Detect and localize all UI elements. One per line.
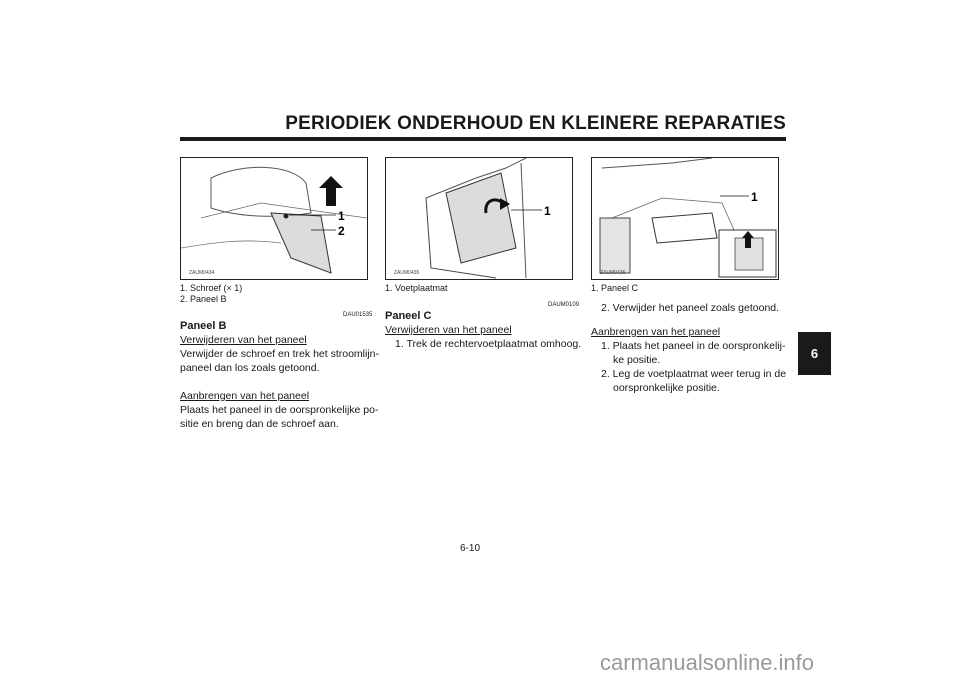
caption: 1. Schroef (× 1) — [180, 283, 243, 293]
figure-3-captions — [591, 283, 638, 294]
subsection-title: Aanbrengen van het paneel — [591, 326, 721, 338]
step-item: 1. Plaats het paneel in de oorspronkelij-ke positie. — [601, 340, 786, 366]
column-2 — [385, 309, 585, 351]
image-code: ZAUM0436 — [600, 270, 626, 276]
callout-1: 1 — [544, 204, 551, 218]
callout-1: 1 — [751, 190, 758, 204]
figure-panel-b — [180, 157, 368, 280]
title-rule — [180, 137, 786, 141]
panel-b-illustration — [181, 158, 367, 279]
figure-voetplaatmat — [385, 157, 573, 280]
section-heading: Paneel B — [180, 320, 227, 332]
column-3 — [591, 301, 791, 395]
caption: 1. Paneel C — [591, 283, 639, 293]
figure-panel-c — [591, 157, 779, 280]
page-number: 6-10 — [460, 543, 481, 554]
subsection-title: Verwijderen van het paneel — [180, 334, 307, 346]
caption: 2. Paneel B — [180, 294, 227, 304]
subsection-title: Aanbrengen van het paneel — [180, 390, 310, 402]
caption: 1. Voetplaatmat — [385, 283, 448, 293]
watermark: carmanualsonline.info — [600, 650, 815, 675]
callout-2: 2 — [338, 224, 345, 238]
step-item: 2. Verwijder het paneel zoals getoond. — [601, 302, 780, 314]
reference-code: DAUM0109 — [548, 302, 580, 308]
footmat-illustration — [386, 158, 572, 279]
column-1 — [180, 319, 380, 431]
image-code: ZAUM0434 — [189, 270, 215, 276]
subsection-title: Verwijderen van het paneel — [385, 324, 512, 336]
page-title: PERIODIEK ONDERHOUD EN KLEINERE REPARATIES — [285, 113, 786, 134]
section-heading: Paneel C — [385, 310, 432, 322]
figure-2-captions — [385, 283, 448, 294]
panel-c-illustration — [592, 158, 778, 279]
paragraph: Plaats het paneel in de oorspronkelijke po-sitie en breng dan de schroef aan. — [180, 404, 379, 430]
figure-1-captions — [180, 283, 242, 305]
image-code: ZAUM0435 — [394, 270, 420, 276]
reference-code: DAU01535 — [343, 312, 373, 318]
step-item: 1. Trek de rechtervoetplaatmat omhoog. — [395, 338, 582, 350]
callout-1: 1 — [338, 209, 345, 223]
step-item: 2. Leg de voetplaatmat weer terug in de oorspronkelijke positie. — [601, 368, 787, 394]
chapter-tab: 6 — [798, 332, 831, 375]
paragraph: Verwijder de schroef en trek het stroomlijn-paneel dan los zoals getoond. — [180, 348, 380, 374]
